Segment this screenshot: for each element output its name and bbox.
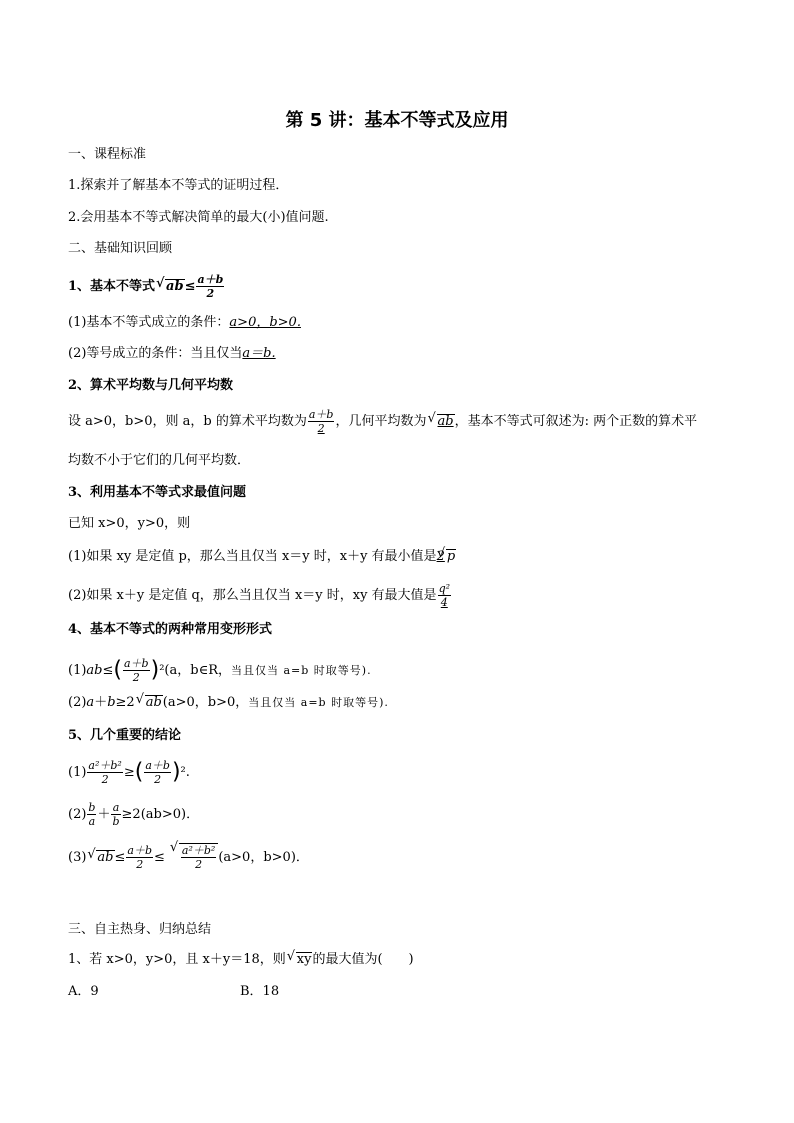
- variant-line-2: (2)a＋b≥2√ ab(a>0，b>0，当且仅当 a=b 时取等号).: [68, 694, 389, 712]
- conclusion-title: 5、几个重要的结论: [68, 728, 182, 743]
- basic-inequality-title: 1、基本不等式√ ab≤ $\frac{a+b}{2}$: [68, 273, 225, 300]
- condition-line: (1)基本不等式成立的条件：a>0，b>0.: [68, 315, 301, 330]
- extremum-title: 3、利用基本不等式求最值问题: [68, 485, 247, 500]
- option-a[interactable]: A．9: [68, 984, 99, 999]
- section-1-heading: 一、课程标准: [68, 147, 147, 162]
- variant-title: 4、基本不等式的两种常用变形形式: [68, 622, 273, 637]
- standard-item-1: 1.探索并了解基本不等式的证明过程．: [68, 178, 289, 193]
- extremum-line-1: (1)如果 xy 是定值 p，那么当且仅当 x＝y 时，x＋y 有最小值是2√ p: [68, 548, 456, 566]
- question-1: 1、若 x>0，y>0，且 x＋y＝18，则√ xy的最大值为( ): [68, 951, 414, 969]
- means-title: 2、算术平均数与几何平均数: [68, 378, 234, 393]
- equality-line: (2)等号成立的条件：当且仅当a＝b.: [68, 346, 276, 361]
- means-line-1: 设 a>0，b>0，则 a，b 的算术平均数为 $\frac{a+b}{2}$ ，几何平均数为√ ab，基本不等式可叙述为: 两个正数的算术平: [68, 408, 697, 435]
- section-3-heading: 三、自主热身、归纳总结: [68, 922, 212, 937]
- extremum-given: 已知 x>0，y>0，则: [68, 516, 191, 531]
- page-title: 第 5 讲：基本不等式及应用: [285, 110, 509, 131]
- option-b[interactable]: B．18: [240, 984, 280, 999]
- standard-item-2: 2.会用基本不等式解决简单的最大(小)值问题.: [68, 210, 329, 225]
- section-2-heading: 二、基础知识回顾: [68, 241, 173, 256]
- conclusion-line-3: (3)√ ab≤ $\frac{a+b}{2}$ ≤ √ $\frac{\text{a²＋b²}}{2}$ (a>0，b>0)．: [68, 843, 309, 871]
- conclusion-line-2: (2) $\frac{b}{a}$ ＋ $\frac{a}{b}$ ≥2(ab>0)．: [68, 801, 200, 828]
- variant-line-1: (1)ab≤( $\frac{a+b}{2}$ )²(a，b∈R，当且仅当 a=b 时取等号).: [68, 657, 372, 684]
- conclusion-line-1: (1) $\frac{\text{a²＋b²}}{2}$ ≥( $\frac{a+b}{2}$ )².: [68, 759, 190, 786]
- means-line-2: 均数不小于它们的几何平均数．: [68, 453, 251, 468]
- extremum-line-2: (2)如果 x＋y 是定值 q，那么当且仅当 x＝y 时，xy 有最大值是 $\frac{\text{q²}}{4}$: [68, 582, 451, 609]
